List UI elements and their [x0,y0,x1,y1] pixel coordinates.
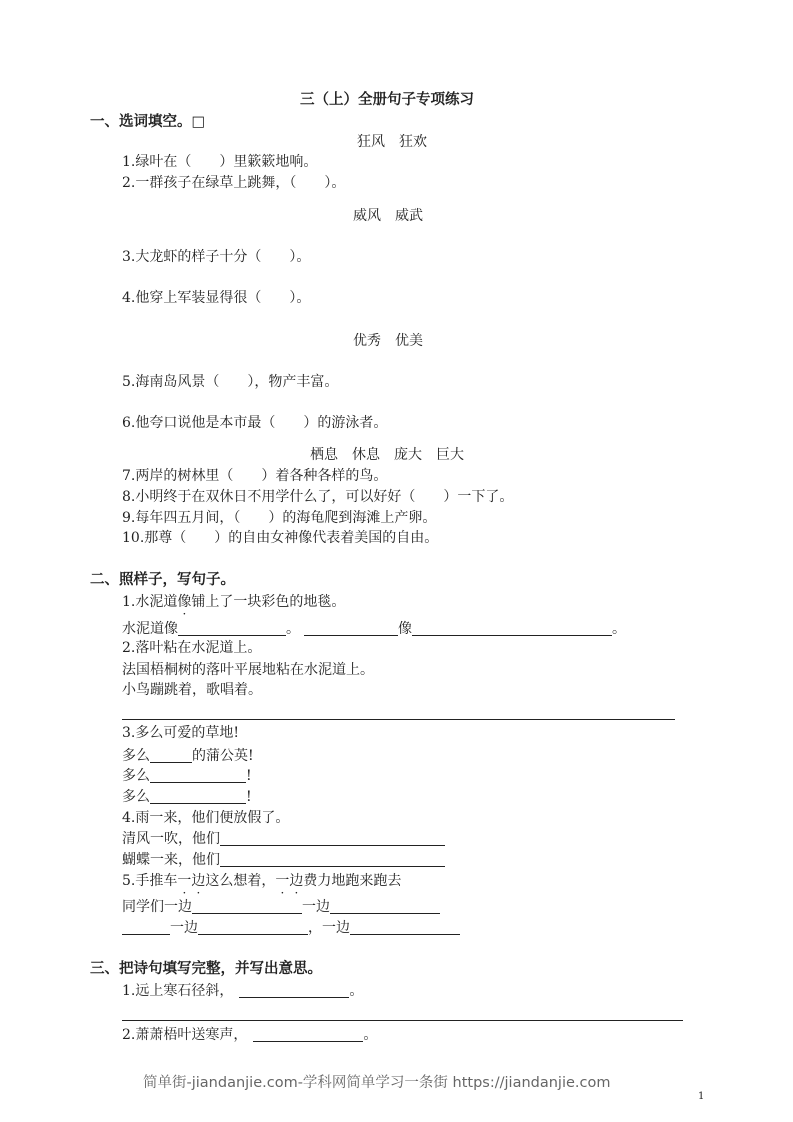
page-title: 三（上）全册句子专项练习 [300,92,474,108]
question [122,872,401,890]
text: 5.手推车 [122,873,178,889]
blank[interactable] [220,852,445,867]
text: 。 [363,1027,378,1043]
text: 像 [398,621,412,637]
question: 4.雨一来，他们便放假了。 [122,810,290,826]
emphasis-char: 一 [275,873,290,889]
text: 。 [612,621,626,637]
blank[interactable] [192,899,302,914]
emphasis-char: 像 [177,594,192,610]
page-number: 1 [698,1091,705,1102]
blank[interactable] [178,621,286,636]
answer-line [122,898,440,916]
question: 10.那尊（ ）的自由女神像代表着美国的自由。 [122,530,439,546]
blank[interactable] [150,789,246,804]
question: 5.海南岛风景（ ），物产丰富。 [122,374,339,390]
blank[interactable] [122,920,170,935]
emphasis-char: 一 [177,873,192,889]
question [122,593,345,611]
question: 2.落叶粘在水泥道上。 [122,640,262,656]
text: 这么想着， [205,873,276,889]
answer-line [122,830,445,848]
answer-line [122,747,254,765]
word-group: 优秀 优美 [353,333,423,349]
section-heading-2: 二、照样子，写句子。 [90,572,235,588]
answer-line [122,767,252,785]
question: 3.多么可爱的草地! [122,725,239,741]
word-group: 栖息 休息 庞大 巨大 [310,447,464,463]
emphasis-char: 边 [289,873,304,889]
text: 一边 [170,920,198,936]
question [122,1026,377,1044]
emphasis-char: 边 [191,873,206,889]
question: 7.两岸的树林里（ ）着各种各样的鸟。 [122,468,388,484]
text: 多么 [122,768,150,784]
blank[interactable] [150,748,192,763]
text: 铺上了一块彩色的地毯。 [191,594,346,610]
example: 法国梧桐树的落叶平展地粘在水泥道上。 [122,662,374,678]
question: 3.大龙虾的样子十分（ ）。 [122,249,311,265]
text: ! [246,768,252,784]
text: 水泥道像 [122,621,178,637]
answer-line[interactable] [122,1020,683,1021]
question: 9.每年四五月间，（ ）的海龟爬到海滩上产卵。 [122,510,437,526]
blank[interactable] [220,831,445,846]
blank[interactable] [330,899,440,914]
answer-line [122,620,626,638]
text: 一边 [302,899,330,915]
blank[interactable] [304,621,398,636]
blank[interactable] [412,621,612,636]
text: 清风一吹，他们 [122,831,220,847]
question: 2.一群孩子在绿草上跳舞，（ ）。 [122,175,346,191]
text: ! [246,789,252,805]
question [122,982,363,1000]
answer-line[interactable] [122,719,675,720]
text: 2.萧萧梧叶送寒声， [122,1027,248,1043]
task: 小鸟蹦跳着，歌唱着。 [122,682,262,698]
blank[interactable] [350,920,460,935]
text: 。 [286,621,300,637]
text: 蝴蝶一来，他们 [122,852,220,868]
word-group: 狂风 狂欢 [357,134,427,150]
answer-line [122,919,460,937]
footer-watermark: 简单街-jiandanjie.com-学科网简单学习一条街 https://jiandanjie.com [143,1075,611,1091]
blank[interactable] [253,1027,363,1042]
blank[interactable] [198,920,308,935]
question: 6.他夸口说他是本市最（ ）的游泳者。 [122,415,388,431]
question: 4.他穿上军装显得很（ ）。 [122,290,311,306]
answer-line [122,788,252,806]
section-heading-1: 一、选词填空。□ [90,114,206,130]
text: 多么 [122,748,150,764]
blank[interactable] [150,768,246,783]
text: 1.远上寒石径斜， [122,983,234,999]
question: 1.绿叶在（ ）里簌簌地响。 [122,154,318,170]
question: 8.小明终于在双休日不用学什么了，可以好好（ ）一下了。 [122,489,514,505]
text: 的蒲公英! [192,748,254,764]
text: ，一边 [308,920,350,936]
word-group: 威风 威武 [353,208,423,224]
text: 。 [349,983,364,999]
text: 费力地跑来跑去 [303,873,402,889]
text: 多么 [122,789,150,805]
blank[interactable] [239,983,349,998]
text: 1.水泥道 [122,594,178,610]
text: 同学们一边 [122,899,192,915]
answer-line [122,851,445,869]
section-heading-3: 三、把诗句填写完整，并写出意思。 [90,961,322,977]
